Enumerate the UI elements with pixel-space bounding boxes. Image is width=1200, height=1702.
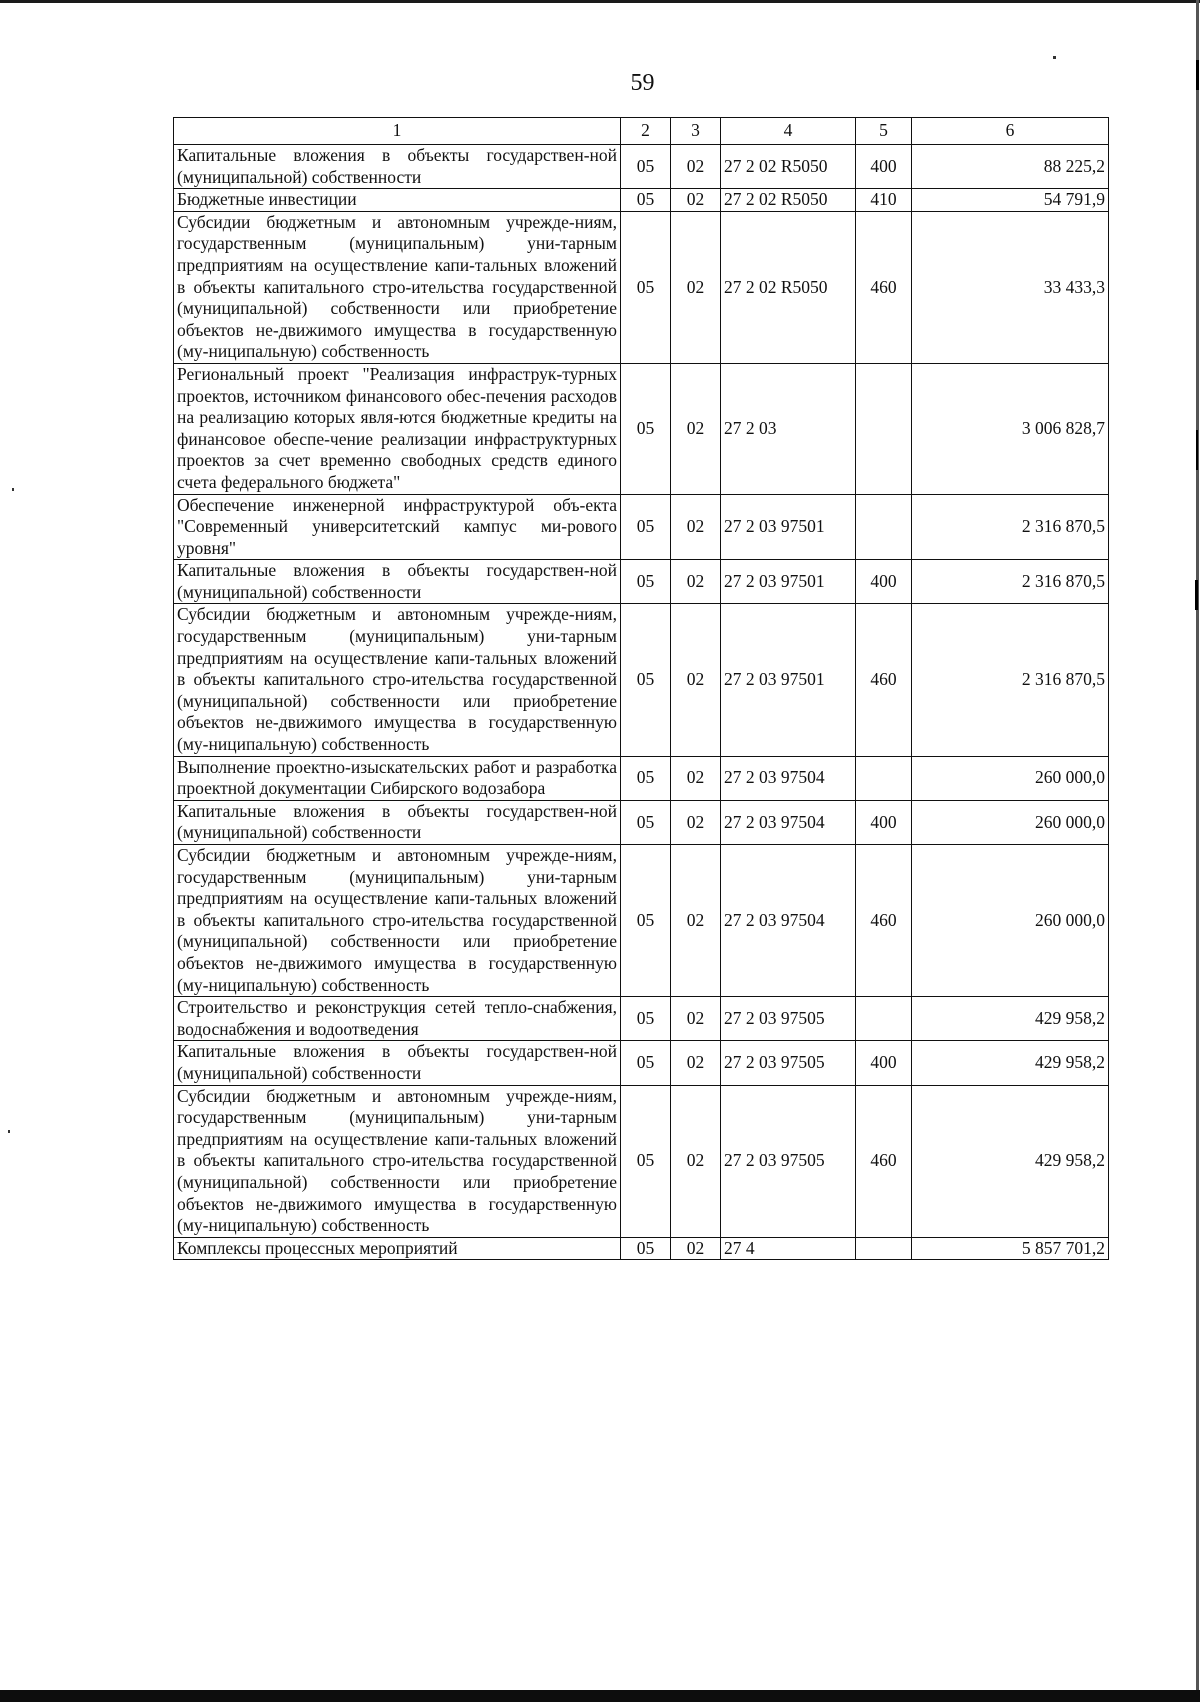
- row-section-code: 05: [621, 363, 671, 494]
- table-row: [174, 845, 1109, 997]
- row-expense-type: [856, 756, 912, 800]
- row-section-code: 05: [621, 604, 671, 756]
- row-target-article: 27 2 03 97504: [721, 756, 856, 800]
- row-description: Бюджетные инвестиции: [174, 189, 621, 212]
- row-description: Региональный проект "Реализация инфраструк-турных проектов, источником финансового обес-печения расходов на реализацию которых явля-ются бюджетные кредиты на финансовое обеспе-чение реализации инфраструктурных проектов за счет временно свободных средств единого счета федерального бюджета": [174, 363, 621, 494]
- row-amount: 54 791,9: [912, 189, 1109, 212]
- row-expense-type: 460: [856, 604, 912, 756]
- row-target-article: 27 2 03 97504: [721, 800, 856, 844]
- table-row: [174, 1237, 1109, 1260]
- scan-border-bottom: [0, 1690, 1200, 1702]
- row-description: Строительство и реконструкция сетей тепло-снабжения, водоснабжения и водоотведения: [174, 997, 621, 1041]
- row-expense-type: 400: [856, 1041, 912, 1085]
- row-expense-type: 460: [856, 211, 912, 363]
- row-description: Обеспечение инженерной инфраструктурой объ-екта "Современный университетский кампус ми-рового уровня": [174, 494, 621, 560]
- row-amount: 260 000,0: [912, 845, 1109, 997]
- row-description: Комплексы процессных мероприятий: [174, 1237, 621, 1260]
- row-expense-type: [856, 1237, 912, 1260]
- table-row: [174, 211, 1109, 363]
- row-target-article: 27 2 02 R5050: [721, 145, 856, 189]
- table-row: [174, 145, 1109, 189]
- row-amount: 3 006 828,7: [912, 363, 1109, 494]
- row-target-article: 27 2 03 97501: [721, 604, 856, 756]
- row-amount: 429 958,2: [912, 997, 1109, 1041]
- row-expense-type: [856, 363, 912, 494]
- row-section-code: 05: [621, 145, 671, 189]
- row-description: Субсидии бюджетным и автономным учрежде-ниям, государственным (муниципальным) уни-тарным предприятиям на осуществление капи-тальных вложений в объекты капитального стро-ительства государственной (муниципальной) собственности или приобретение объектов не-движимого имущества в государственную (му-ниципальную) собственность: [174, 1085, 621, 1237]
- row-amount: 2 316 870,5: [912, 560, 1109, 604]
- table-row: [174, 560, 1109, 604]
- row-section-code: 05: [621, 189, 671, 212]
- table-row: [174, 997, 1109, 1041]
- table-header-row: [174, 118, 1109, 145]
- row-subsection-code: 02: [671, 560, 721, 604]
- row-description: Выполнение проектно-изыскательских работ и разработка проектной документации Сибирского водозабора: [174, 756, 621, 800]
- row-subsection-code: 02: [671, 997, 721, 1041]
- row-target-article: 27 2 02 R5050: [721, 189, 856, 212]
- row-subsection-code: 02: [671, 800, 721, 844]
- header-cell: 3: [671, 118, 721, 145]
- row-section-code: 05: [621, 800, 671, 844]
- row-expense-type: 460: [856, 845, 912, 997]
- row-description: Субсидии бюджетным и автономным учрежде-ниям, государственным (муниципальным) уни-тарным предприятиям на осуществление капи-тальных вложений в объекты капитального стро-ительства государственной (муниципальной) собственности или приобретение объектов не-движимого имущества в государственную (му-ниципальную) собственность: [174, 845, 621, 997]
- table-row: [174, 800, 1109, 844]
- row-section-code: 05: [621, 1085, 671, 1237]
- row-target-article: 27 2 03 97505: [721, 1085, 856, 1237]
- row-section-code: 05: [621, 997, 671, 1041]
- row-description: Капитальные вложения в объекты государствен-ной (муниципальной) собственности: [174, 560, 621, 604]
- row-subsection-code: 02: [671, 145, 721, 189]
- scan-border-top: [0, 0, 1200, 3]
- scan-speck: [1053, 56, 1056, 59]
- row-amount: 429 958,2: [912, 1041, 1109, 1085]
- header-cell: 4: [721, 118, 856, 145]
- row-amount: 260 000,0: [912, 756, 1109, 800]
- row-target-article: 27 2 03 97501: [721, 494, 856, 560]
- row-target-article: 27 2 03 97505: [721, 997, 856, 1041]
- row-description: Капитальные вложения в объекты государствен-ной (муниципальной) собственности: [174, 800, 621, 844]
- table-row: [174, 189, 1109, 212]
- row-section-code: 05: [621, 494, 671, 560]
- budget-table: [173, 117, 1109, 1260]
- header-cell: 5: [856, 118, 912, 145]
- row-amount: 5 857 701,2: [912, 1237, 1109, 1260]
- row-target-article: 27 2 03 97505: [721, 1041, 856, 1085]
- row-expense-type: [856, 494, 912, 560]
- table-row: [174, 494, 1109, 560]
- row-subsection-code: 02: [671, 1041, 721, 1085]
- row-subsection-code: 02: [671, 1085, 721, 1237]
- row-subsection-code: 02: [671, 363, 721, 494]
- row-expense-type: 460: [856, 1085, 912, 1237]
- row-expense-type: 400: [856, 560, 912, 604]
- row-section-code: 05: [621, 845, 671, 997]
- row-section-code: 05: [621, 1237, 671, 1260]
- table-row: [174, 756, 1109, 800]
- row-subsection-code: 02: [671, 1237, 721, 1260]
- row-amount: 2 316 870,5: [912, 494, 1109, 560]
- row-subsection-code: 02: [671, 756, 721, 800]
- row-subsection-code: 02: [671, 211, 721, 363]
- row-section-code: 05: [621, 1041, 671, 1085]
- scan-speck: [12, 488, 14, 491]
- scan-mark: [1195, 580, 1198, 610]
- row-target-article: 27 2 03: [721, 363, 856, 494]
- row-expense-type: [856, 997, 912, 1041]
- row-subsection-code: 02: [671, 494, 721, 560]
- header-cell: 1: [174, 118, 621, 145]
- header-cell: 6: [912, 118, 1109, 145]
- row-section-code: 05: [621, 756, 671, 800]
- row-target-article: 27 2 02 R5050: [721, 211, 856, 363]
- scan-mark: [1196, 430, 1198, 470]
- table-row: [174, 604, 1109, 756]
- row-description: Субсидии бюджетным и автономным учрежде-ниям, государственным (муниципальным) уни-тарным предприятиям на осуществление капи-тальных вложений в объекты капитального стро-ительства государственной (муниципальной) собственности или приобретение объектов не-движимого имущества в государственную (му-ниципальную) собственность: [174, 211, 621, 363]
- page-number: 59: [630, 70, 655, 96]
- row-subsection-code: 02: [671, 604, 721, 756]
- row-expense-type: 400: [856, 145, 912, 189]
- row-amount: 88 225,2: [912, 145, 1109, 189]
- row-target-article: 27 4: [721, 1237, 856, 1260]
- row-amount: 2 316 870,5: [912, 604, 1109, 756]
- scan-speck: [8, 1130, 10, 1133]
- row-target-article: 27 2 03 97504: [721, 845, 856, 997]
- row-description: Субсидии бюджетным и автономным учрежде-ниям, государственным (муниципальным) уни-тарным предприятиям на осуществление капи-тальных вложений в объекты капитального стро-ительства государственной (муниципальной) собственности или приобретение объектов не-движимого имущества в государственную (му-ниципальную) собственность: [174, 604, 621, 756]
- table-row: [174, 1085, 1109, 1237]
- row-description: Капитальные вложения в объекты государствен-ной (муниципальной) собственности: [174, 1041, 621, 1085]
- scan-border-right: [1196, 0, 1199, 1702]
- header-cell: 2: [621, 118, 671, 145]
- row-target-article: 27 2 03 97501: [721, 560, 856, 604]
- row-amount: 33 433,3: [912, 211, 1109, 363]
- row-subsection-code: 02: [671, 189, 721, 212]
- row-description: Капитальные вложения в объекты государствен-ной (муниципальной) собственности: [174, 145, 621, 189]
- row-amount: 260 000,0: [912, 800, 1109, 844]
- table-row: [174, 363, 1109, 494]
- row-section-code: 05: [621, 211, 671, 363]
- row-section-code: 05: [621, 560, 671, 604]
- table-row: [174, 1041, 1109, 1085]
- row-amount: 429 958,2: [912, 1085, 1109, 1237]
- row-expense-type: 400: [856, 800, 912, 844]
- row-subsection-code: 02: [671, 845, 721, 997]
- row-expense-type: 410: [856, 189, 912, 212]
